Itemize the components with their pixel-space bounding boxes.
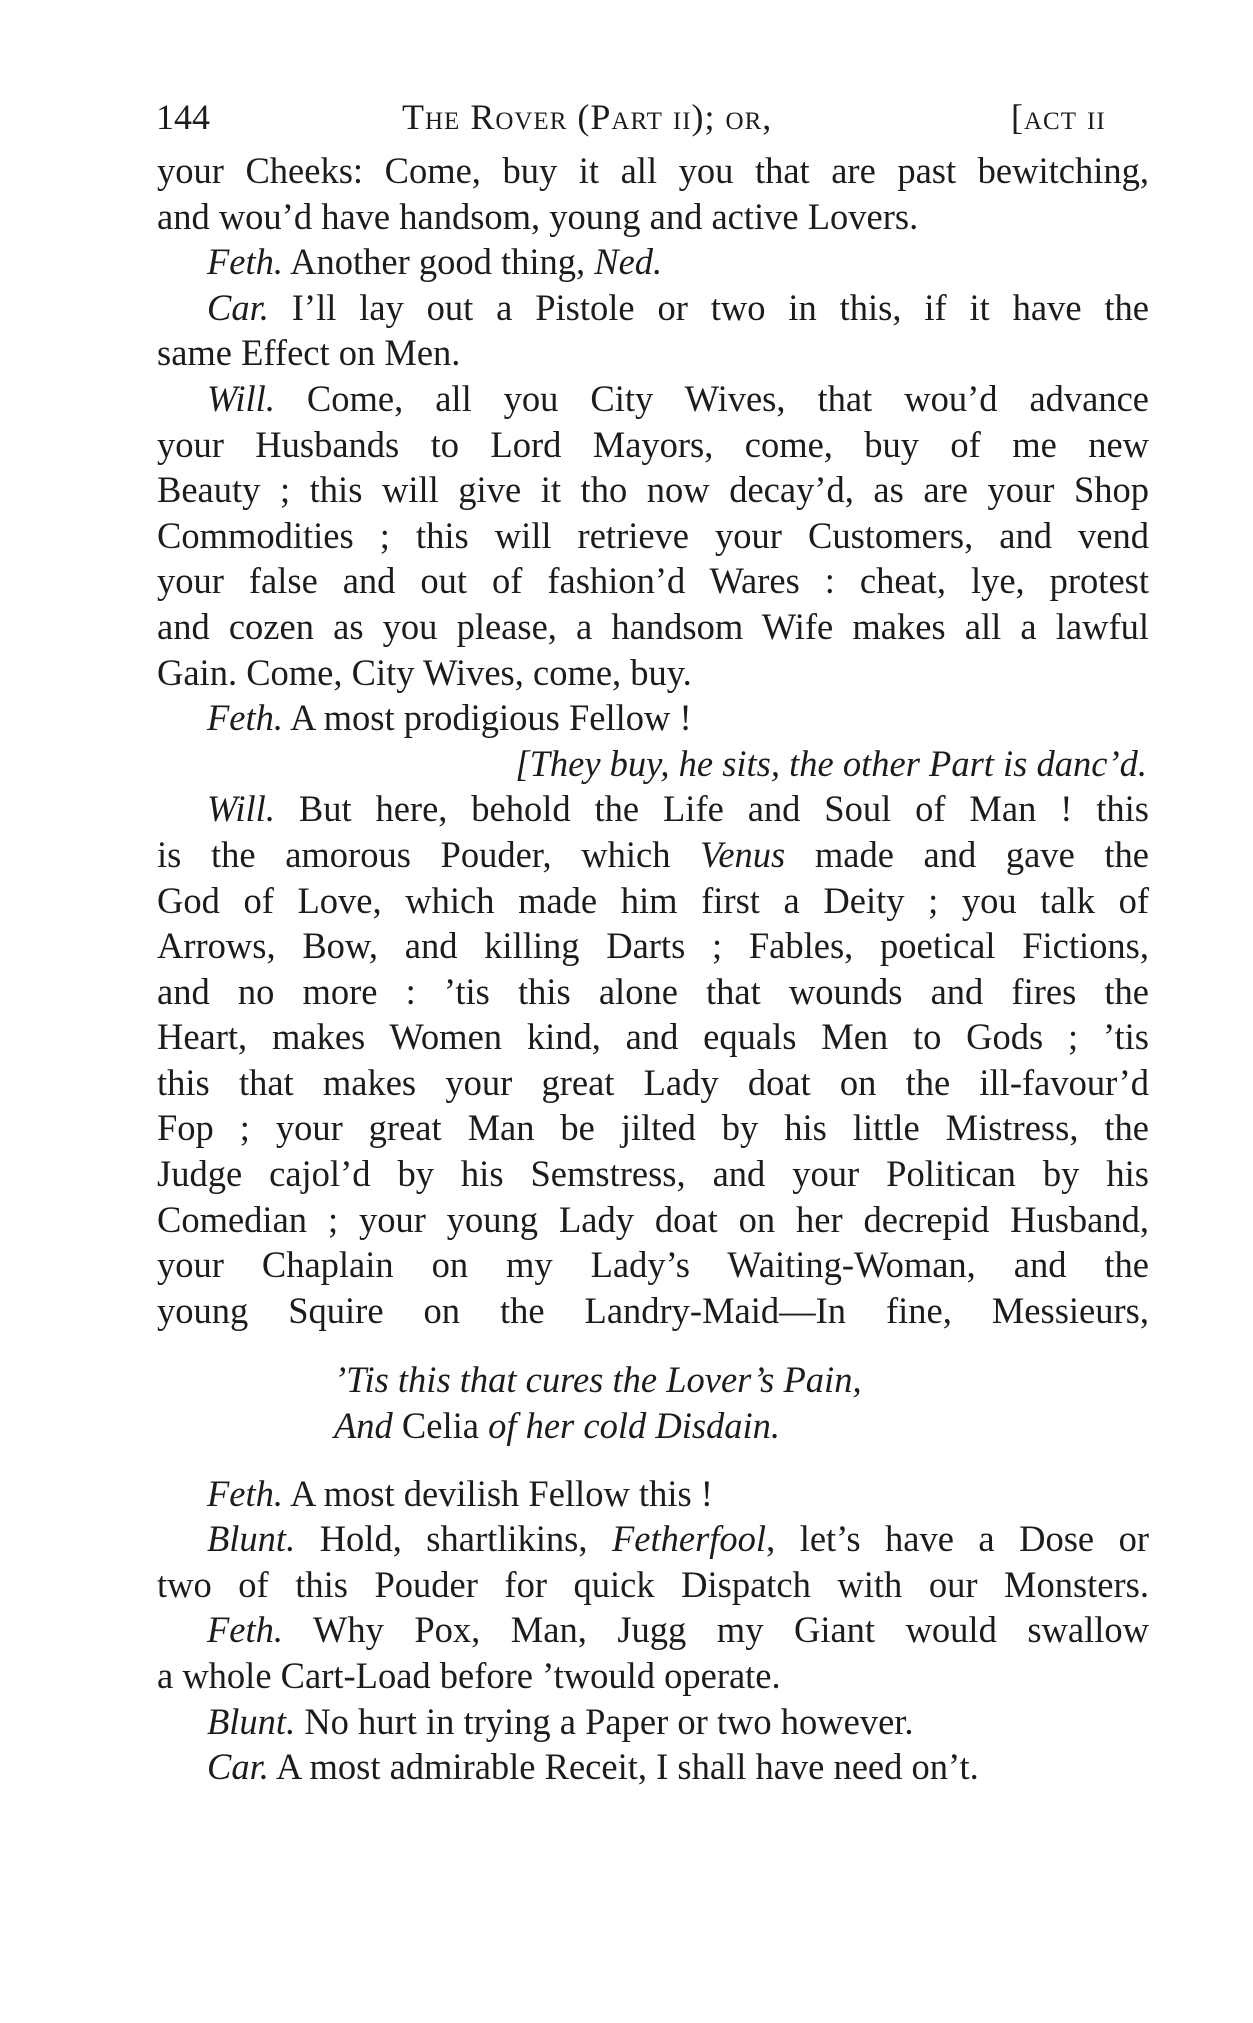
speech-line [157,1699,1149,1745]
text-line [157,832,1149,878]
speech-text: Hold, shartlikins, [295,1518,612,1560]
speaker-name: Feth. [207,1609,284,1651]
speech-text: I’ll lay out a Pistole or two in this, if it have the [268,286,1149,328]
speech-line [157,1516,1149,1562]
text-line: Beauty ; this will give it tho now decay’d, as are your Shop [157,469,1149,511]
text-line: Arrows, Bow, and killing Darts ; Fables, poetical Fictions, [157,925,1149,967]
speaker-name: Car. [207,286,269,328]
text-line: this that makes your great Lady doat on the ill-favour’d [157,1061,1149,1103]
speech-text: Another good thing, [283,241,595,283]
text-line: a whole Cart-Load before ’twould operate. [157,1655,781,1696]
speaker-name: Blunt. [207,1518,296,1560]
text-line: your Chaplain on my Lady’s Waiting-Woman, and the [157,1244,1149,1286]
verse-name: Celia [401,1405,479,1447]
verse-spacer [157,1333,1149,1357]
italic-name: Ned. [594,241,663,283]
speech-text: No hurt in trying a Paper or two however. [295,1700,914,1742]
speech-line [157,1607,1149,1653]
text-fragment: made and gave the [785,833,1150,875]
speaker-name: Car. [207,1746,269,1788]
speaker-name: Blunt. [207,1700,296,1742]
speaker-name: Feth. [207,697,284,739]
text-line: and wou’d have handsom, young and active Lovers. [157,195,919,237]
text-line: and cozen as you please, a handsom Wife makes all a lawful [157,605,1149,647]
running-header [156,92,1156,142]
verse-fragment: of her cold Disdain. [478,1405,781,1447]
speech-line [157,376,1149,422]
speech-text: Why Pox, Man, Jugg my Giant would swallow [283,1609,1149,1651]
speech-line [157,1744,1149,1790]
verse-fragment: And [334,1405,402,1447]
speaker-name: Feth. [207,241,284,283]
text-line: Comedian ; your young Lady doat on her decrepid Husband, [157,1198,1149,1240]
speech-text: Come, all you City Wives, that wou’d advance [274,377,1149,419]
text-line: same Effect on Men. [157,332,461,374]
verse-line: ’Tis this that cures the Lover’s Pain, [334,1359,862,1401]
text-line: Gain. Come, City Wives, come, buy. [157,651,692,693]
speech-line [157,239,1149,285]
speech-text: , let’s have a Dose or [766,1518,1149,1560]
text-line: Fop ; your great Man be jilted by his little Mistress, the [157,1107,1149,1149]
stage-direction: [They buy, he sits, the other Part is danc’d. [515,742,1147,784]
page-number: 144 [156,97,210,137]
speaker-name: Feth. [207,1472,284,1514]
verse-line [157,1403,1149,1449]
text-line: two of this Pouder for quick Dispatch with our Monsters. [157,1563,1149,1605]
speech-text: A most admirable Receit, I shall have need on’t. [268,1746,979,1788]
speaker-name: Will. [207,377,275,419]
speaker-name: Will. [207,788,275,830]
text-line: and no more : ’tis this alone that wounds and fires the [157,970,1149,1012]
text-line: Heart, makes Women kind, and equals Men to Gods ; ’tis [157,1016,1149,1058]
text-line: Judge cajol’d by his Semstress, and your Politican by his [157,1153,1149,1195]
italic-name: Fetherfool [612,1518,767,1560]
speech-text: A most devilish Fellow this ! [283,1472,713,1514]
text-line: your Husbands to Lord Mayors, come, buy of me new [157,423,1149,465]
text-fragment: is the amorous Pouder, which [157,833,701,875]
play-text [157,148,1149,1790]
speech-line [157,1471,1149,1517]
speech-line [157,786,1149,832]
speech-line [157,285,1149,331]
italic-name: Venus [700,833,786,875]
speech-line [157,695,1149,741]
running-title: The Rover (Part ii); or, [402,97,773,137]
verse-spacer [157,1449,1149,1471]
speech-text: A most prodigious Fellow ! [283,697,692,739]
text-line: Commodities ; this will retrieve your Customers, and vend [157,514,1149,556]
act-label: [act ii [1011,97,1106,137]
text-line: God of Love, which made him first a Deity ; you talk of [157,879,1149,921]
speech-text: But here, behold the Life and Soul of Man ! this [274,788,1149,830]
text-line: young Squire on the Landry-Maid—In fine, Messieurs, [157,1289,1149,1331]
text-line: your false and out of fashion’d Wares : cheat, lye, protest [157,560,1149,602]
text-line: your Cheeks: Come, buy it all you that are past bewitching, [157,150,1149,191]
